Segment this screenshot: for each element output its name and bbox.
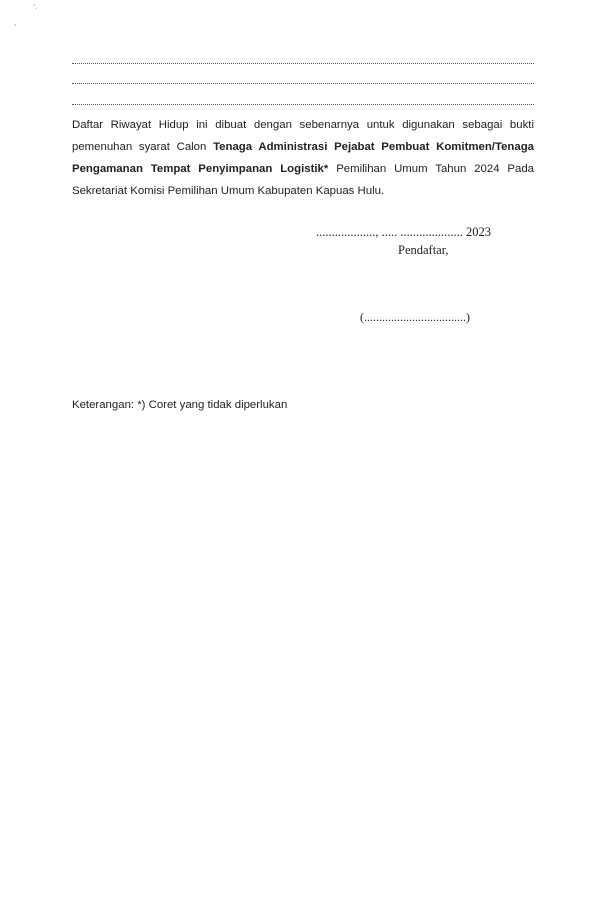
declaration-text-start: Daftar Riwayat Hidup ini dibuat dengan sebenarnya untuk digunakan sebagai bukti pemenuhan syarat Calon [72,119,534,153]
place-date-line: ..................., ..... .................... 2023 [316,225,491,239]
position-title: Tenaga Administrasi Pejabat Pembuat Komitmen/Tenaga Pengamanan Tempat Penyimpanan Logistik [72,141,534,175]
footnote-asterisk: * [323,163,329,175]
signature-name-placeholder: (..................................) [360,310,470,324]
blank-fill-line [72,104,534,105]
declaration-text-end: Pemilihan Umum Tahun 2024 Pada Sekretariat Komisi Pemilihan Umum Kabupaten Kapuas Hulu. [72,163,534,197]
blank-fill-line [72,83,534,84]
blank-fill-line [72,63,534,64]
scan-speck: , [14,19,17,27]
footnote-remark: Keterangan: *) Coret yang tidak diperlukan [72,399,288,411]
signer-role: Pendaftar, [398,243,449,257]
declaration-paragraph [72,114,534,202]
scan-speck: '. [33,3,38,11]
